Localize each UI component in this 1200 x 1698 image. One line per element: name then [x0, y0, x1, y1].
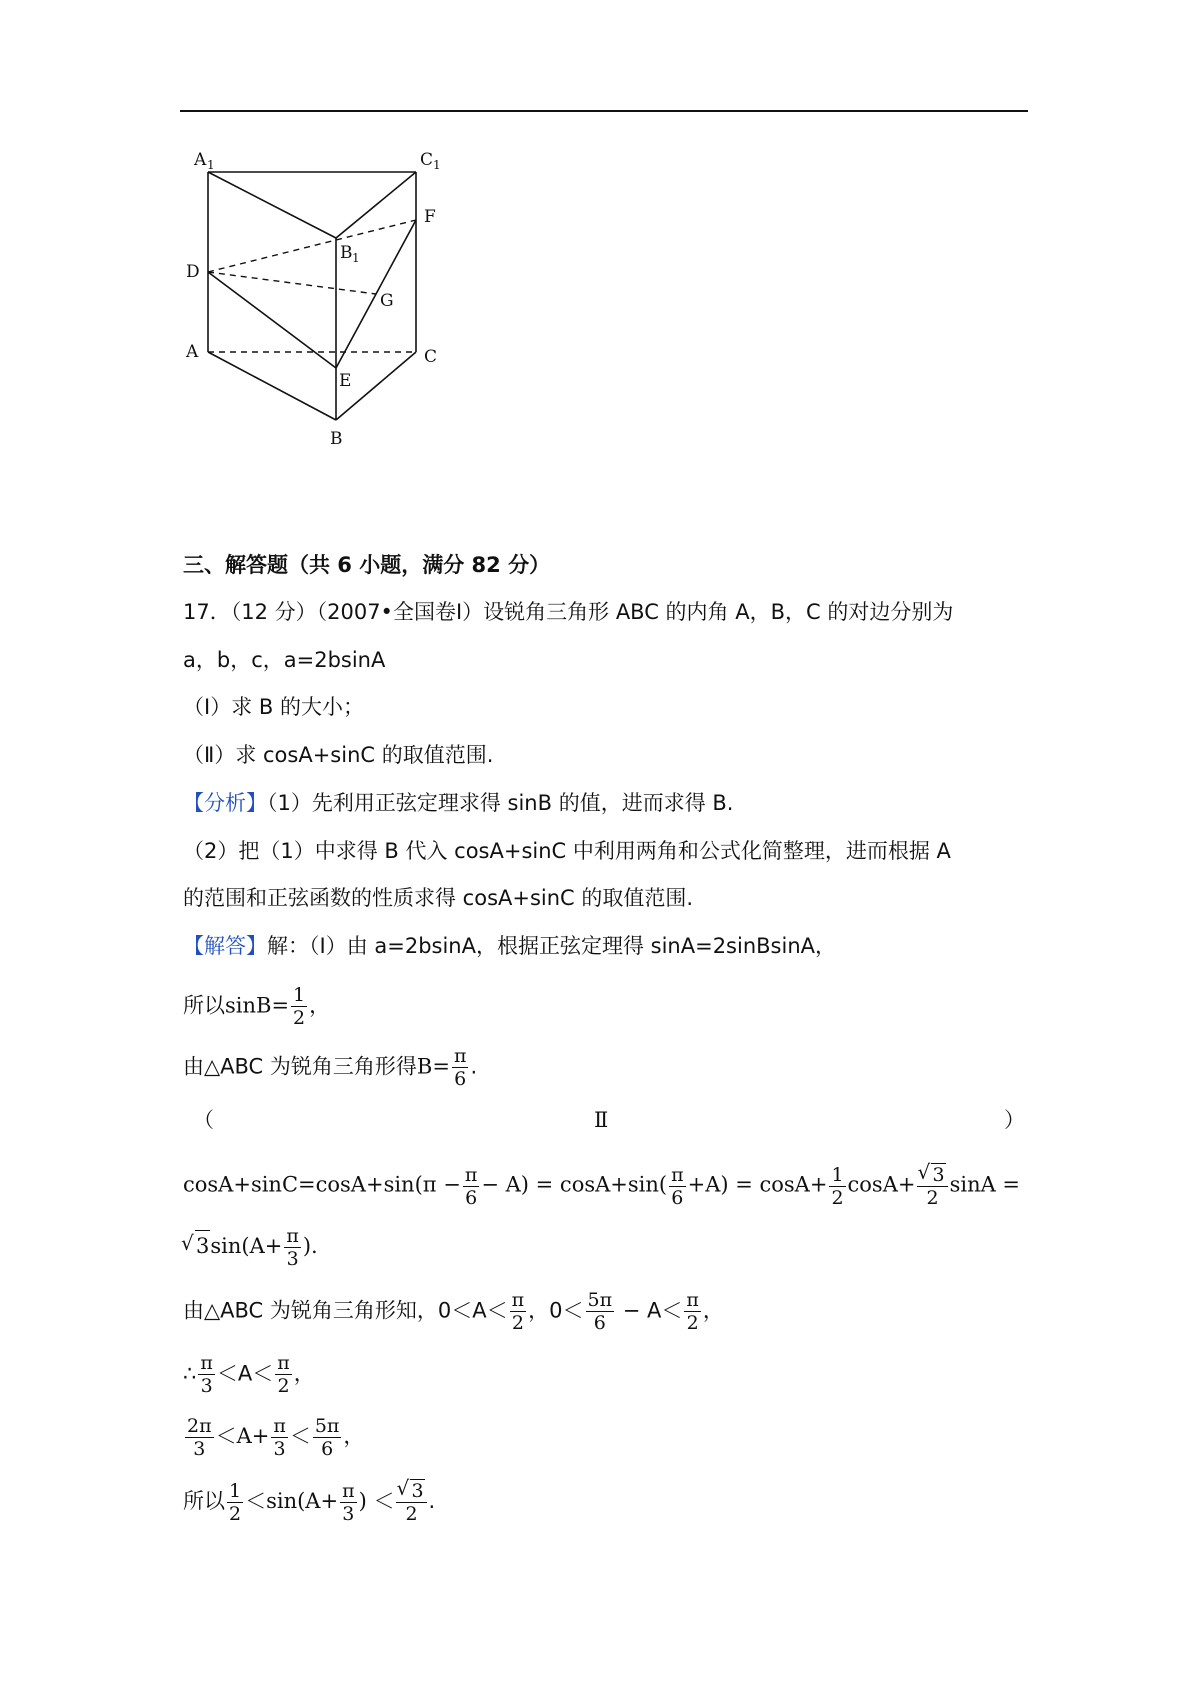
label-e: E	[339, 371, 352, 391]
frac-num: 1	[831, 1163, 844, 1186]
label-a: A	[186, 342, 199, 362]
eq6-a: 所以	[183, 1489, 225, 1513]
frac-num-sqrt	[917, 1163, 947, 1186]
step3-frac	[452, 1045, 469, 1090]
eq3-d: ，	[702, 1298, 724, 1323]
eq5-c: ，	[343, 1424, 365, 1448]
label-d: D	[186, 262, 200, 282]
frac-num: π	[277, 1352, 290, 1374]
radicand: 3	[195, 1230, 210, 1261]
frac-num: 2π	[187, 1415, 212, 1437]
frac-den: 3	[340, 1502, 357, 1525]
eq4-frac-2	[275, 1352, 292, 1397]
eq4-c: ，	[293, 1361, 315, 1386]
frac-den: 6	[313, 1437, 342, 1460]
step3-post: .	[470, 1054, 478, 1079]
eq5-frac-2	[271, 1415, 288, 1460]
analysis-line-2: （2）把（1）中求得 B 代入 cosA+sinC 中利用两角和公式化简整理，进而根据 A	[183, 839, 951, 863]
step2-prefix: 所以	[183, 993, 225, 1018]
frac-den: 3	[271, 1437, 288, 1460]
problem-part-2: （Ⅱ）求 cosA+sinC 的取值范围.	[183, 743, 494, 767]
frac-den: 6	[669, 1186, 686, 1209]
eq3-frac-1	[510, 1289, 527, 1334]
eq1-a: cosA+sinC=cosA+sin(π −	[183, 1172, 461, 1197]
eq3-b: ，0＜	[528, 1298, 584, 1323]
frac-den: 2	[275, 1374, 292, 1397]
frac-den: 2	[917, 1186, 947, 1209]
frac-num: π	[286, 1225, 299, 1247]
solution-step-2	[183, 984, 330, 1029]
frac-num: 1	[229, 1479, 242, 1502]
eq1-frac-4	[917, 1163, 947, 1209]
eq2-b: ).	[302, 1234, 318, 1258]
label-g: G	[380, 291, 394, 311]
solution-text-1: 解：（Ⅰ）由 a=2bsinA，根据正弦定理得 sinA=2sinBsinA，	[267, 934, 836, 958]
eq1-e: sinA =	[949, 1172, 1021, 1197]
frac-num: π	[511, 1289, 525, 1311]
eq5-frac-3	[313, 1415, 342, 1460]
step3-lhs: B=	[416, 1054, 450, 1079]
label-b1: B	[340, 243, 353, 263]
solution-tag: 【解答】	[183, 934, 267, 958]
frac-num-sqrt	[396, 1479, 426, 1502]
eq5-a: ＜A+	[215, 1424, 270, 1448]
problem-line-2: a，b，c，a=2bsinA	[183, 648, 386, 672]
eq4-frac-1	[198, 1352, 215, 1397]
section-title: 三、解答题（共 6 小题，满分 82 分）	[183, 553, 551, 577]
edge-a1b1	[208, 172, 336, 238]
solution-eq-5	[183, 1415, 364, 1460]
sqrt-sign	[398, 1479, 424, 1502]
part2-mid: Ⅱ	[594, 1108, 609, 1132]
analysis-text-1: （1）先利用正弦定理求得 sinB 的值，进而求得 B.	[267, 791, 734, 815]
part2-close: ）	[1004, 1108, 1025, 1132]
step2-post: ，	[309, 993, 331, 1018]
frac-den: 2	[510, 1311, 527, 1334]
prism-figure	[180, 150, 480, 490]
label-b1-sub: 1	[352, 251, 360, 265]
analysis-line-1	[183, 788, 733, 818]
eq5-frac-1	[185, 1415, 214, 1460]
eq2-frac	[284, 1225, 301, 1270]
label-f: F	[424, 207, 436, 227]
frac-num: π	[200, 1352, 213, 1374]
edge-b1c1	[336, 172, 416, 238]
solution-eq-4	[183, 1352, 315, 1397]
edge-df-hidden	[208, 220, 416, 272]
radicand: 3	[411, 1480, 424, 1502]
step3-prefix: 由△ABC 为锐角三角形得	[183, 1054, 417, 1079]
eq1-frac-1	[463, 1164, 480, 1209]
eq6-d: .	[428, 1489, 436, 1513]
frac-num: π	[464, 1163, 478, 1186]
eq6-frac-3	[396, 1479, 426, 1525]
frac-den: 2	[396, 1502, 426, 1525]
eq4-a: ∴	[183, 1361, 197, 1386]
frac-den: 6	[586, 1311, 615, 1334]
eq2-a: sin(A+	[210, 1234, 283, 1258]
eq6-c: ) ＜	[358, 1489, 395, 1513]
step2-frac	[291, 984, 307, 1029]
frac-den: 3	[185, 1437, 214, 1460]
eq1-c: +A) = cosA+	[687, 1172, 828, 1197]
eq1-frac-2	[669, 1164, 686, 1209]
label-b: B	[330, 429, 343, 449]
sqrt-sign	[919, 1163, 945, 1186]
label-a1: A	[194, 150, 207, 170]
frac-num: π	[453, 1045, 467, 1067]
sqrt-sign	[183, 1230, 210, 1261]
frac-den: 6	[452, 1067, 469, 1090]
radicand: 3	[932, 1164, 945, 1186]
solution-eq-3	[183, 1289, 724, 1334]
frac-den: 2	[293, 1007, 306, 1029]
eq3-c: − A＜	[616, 1298, 683, 1323]
eq1-d: cosA+	[847, 1172, 916, 1197]
eq1-frac-3	[829, 1164, 845, 1209]
eq4-b: ＜A＜	[216, 1361, 274, 1386]
prism-diagram	[180, 150, 480, 490]
eq5-b: ＜	[289, 1424, 311, 1448]
solution-line-1	[183, 931, 836, 961]
eq6-frac-1	[227, 1480, 243, 1525]
frac-num: π	[342, 1479, 355, 1502]
problem-line-1: 17．（12 分）（2007•全国卷Ⅰ）设锐角三角形 ABC 的内角 A，B，C 的对边分别为	[183, 600, 954, 624]
frac-den: 3	[198, 1374, 215, 1397]
frac-num: π	[273, 1415, 286, 1437]
label-c1-sub: 1	[433, 158, 441, 172]
frac-num: 5π	[587, 1289, 613, 1311]
header-rule	[180, 110, 1028, 112]
eq6-frac-2	[340, 1480, 357, 1525]
solution-eq-2	[183, 1225, 318, 1270]
frac-num: π	[686, 1289, 699, 1311]
problem-part-1: （Ⅰ）求 B 的大小；	[183, 695, 364, 719]
eq3-frac-3	[684, 1289, 701, 1334]
solution-eq-1	[183, 1163, 1020, 1209]
analysis-tag: 【分析】	[183, 791, 267, 815]
label-a1-sub: 1	[207, 158, 215, 172]
edge-ab	[208, 352, 336, 420]
eq1-b: − A) = cosA+sin(	[481, 1172, 668, 1197]
part2-open: （	[193, 1108, 214, 1132]
frac-den: 2	[831, 1186, 844, 1209]
edge-de	[208, 272, 336, 368]
solution-eq-6	[183, 1479, 435, 1525]
analysis-line-3: 的范围和正弦函数的性质求得 cosA+sinC 的取值范围.	[183, 886, 694, 910]
label-c: C	[424, 347, 438, 367]
frac-den: 3	[284, 1247, 301, 1270]
step2-lhs: sinB=	[225, 993, 290, 1018]
label-c1: C	[420, 150, 434, 170]
frac-den: 2	[229, 1502, 242, 1525]
frac-num: π	[671, 1163, 684, 1186]
eq3-frac-2	[586, 1289, 615, 1334]
frac-num: 1	[293, 984, 306, 1006]
solution-step-3	[183, 1045, 477, 1090]
frac-num: 5π	[314, 1415, 340, 1437]
frac-den: 6	[463, 1186, 480, 1209]
frac-den: 2	[684, 1311, 701, 1334]
eq6-b: ＜sin(A+	[245, 1489, 339, 1513]
eq3-a: 由△ABC 为锐角三角形知，0＜A＜	[183, 1298, 508, 1323]
